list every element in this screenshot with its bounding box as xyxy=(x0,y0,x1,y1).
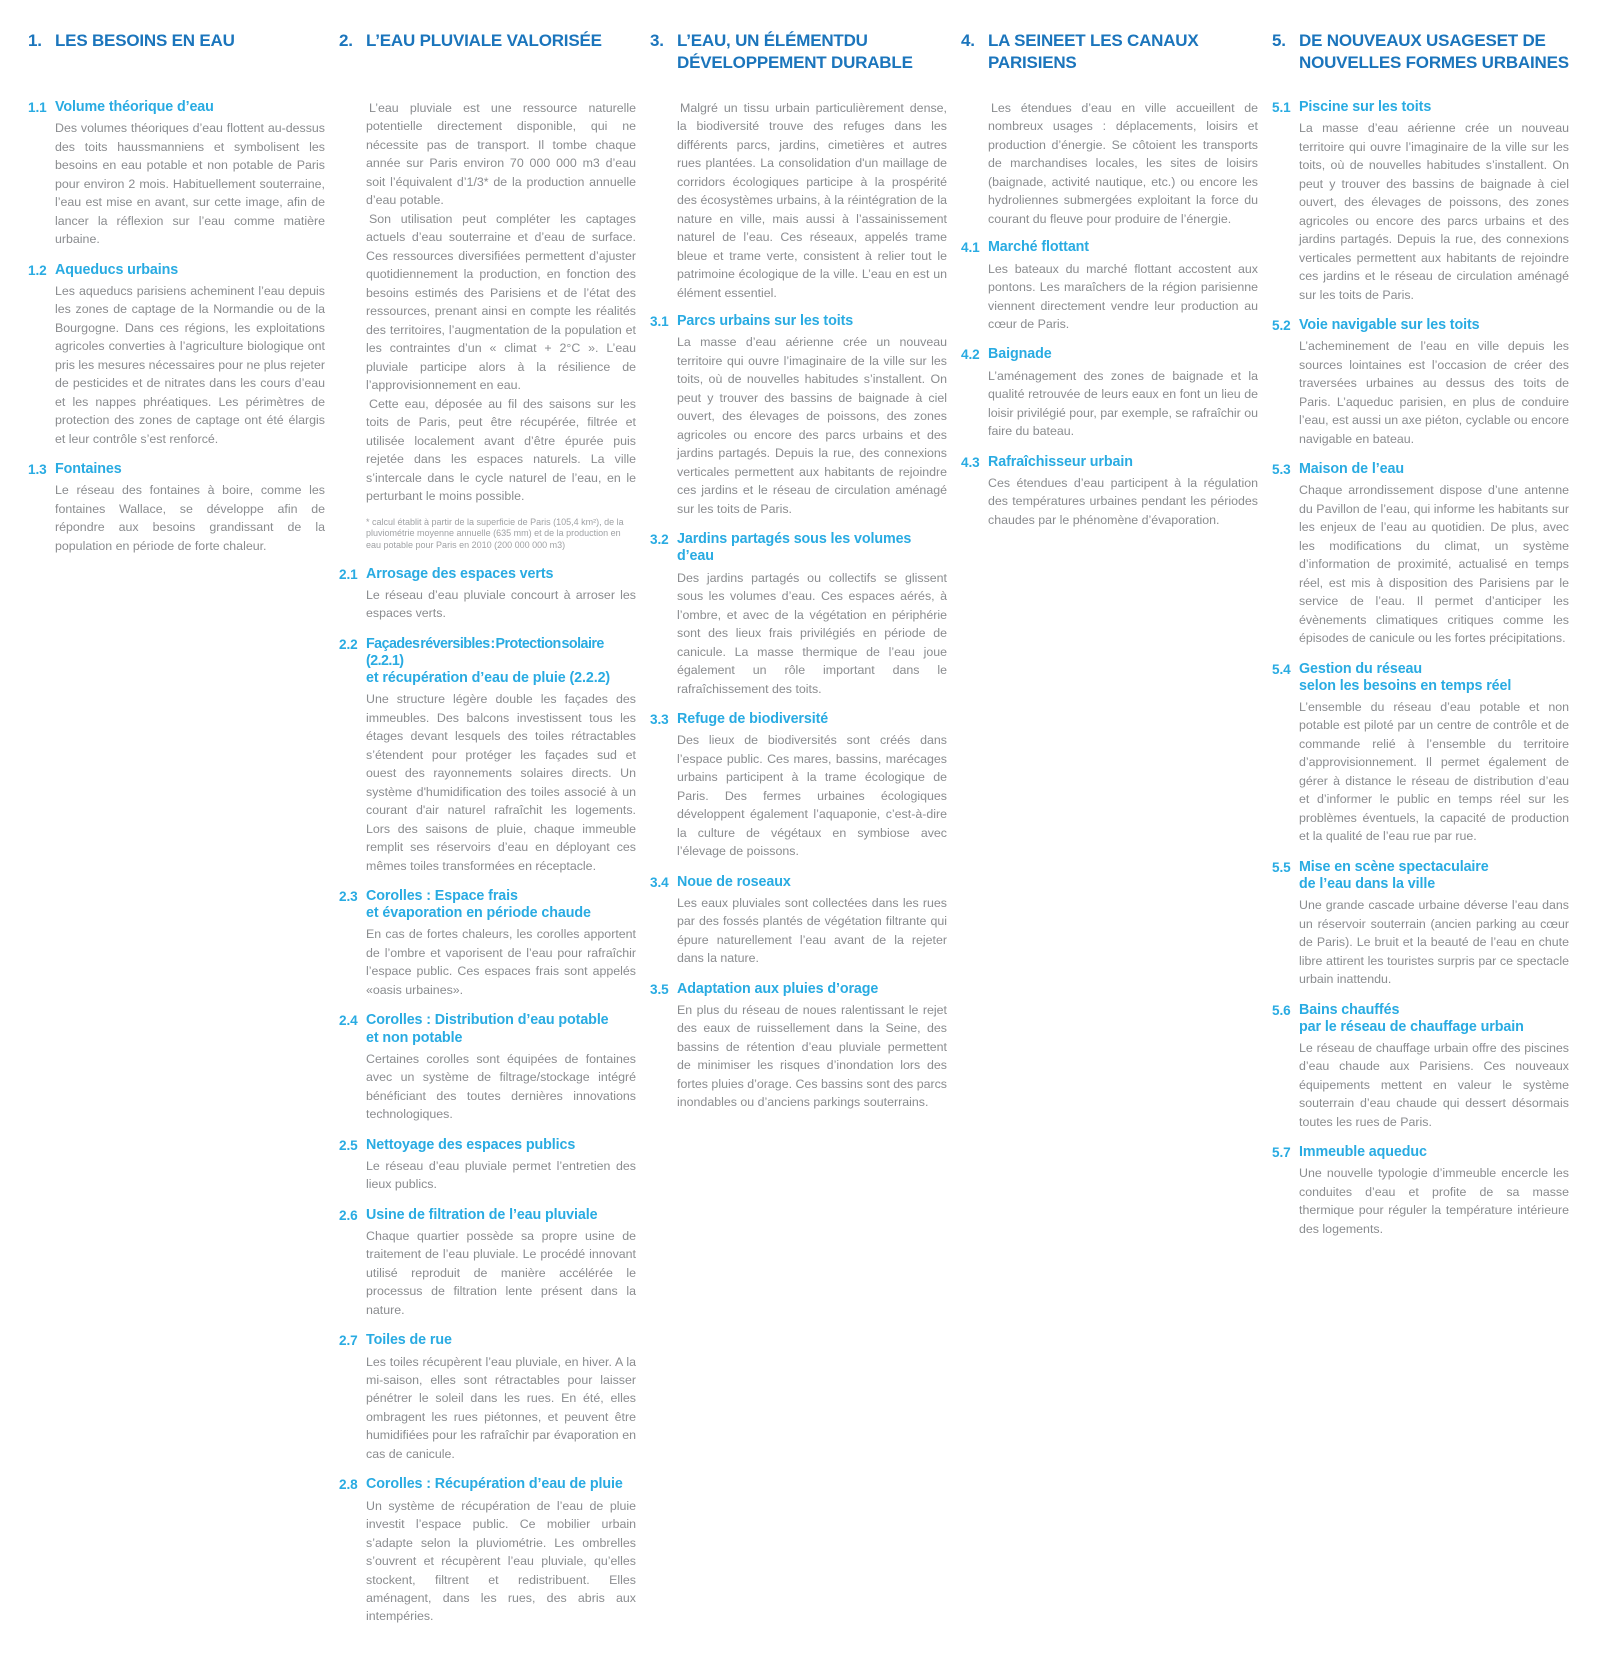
document-section xyxy=(339,888,636,999)
section-heading xyxy=(961,239,1258,256)
section-number: 5.2 xyxy=(1272,318,1291,333)
section-title-line: Corolles : Récupération d’eau de pluie xyxy=(366,1476,623,1493)
body-paragraph: Ces étendues d’eau participent à la régulation des températures urbaines pendant les périodes chaudes par le phénomène d’évaporation. xyxy=(988,475,1258,527)
body-paragraph: En plus du réseau de noues ralentissant le rejet des eaux de ruissellement dans la Seine, des bassins de rétention d’eau pluviale permettent de minimiser les risques d’inondation lors des fortes pluies d’orage. Ces bassins sont des parcs inondables ou d’anciens parkings souterrains. xyxy=(677,1002,947,1110)
intro-paragraph: Cette eau, déposée au fil des saisons sur les toits de Paris, peut être récupérée, filtrée et utilisée localement avant d’être épurée puis rejetée dans les espaces naturels. La ville s’intercale dans le cycle naturel de l’eau, en le perturbant le moins possible. xyxy=(366,396,636,504)
section-body xyxy=(650,1001,947,1112)
section-heading xyxy=(28,262,325,279)
column-heading xyxy=(1272,30,1569,90)
section-body xyxy=(339,1157,636,1194)
section-heading xyxy=(1272,1144,1569,1161)
intro-paragraph: L’eau pluviale est une ressource naturelle potentielle directement disponible, qui ne nécessite pas de transport. Il tombe chaque année sur Paris environ 70 000 000 m3 d’eau soit l’équivalent d’1/3* de la production annuelle d’eau potable. xyxy=(366,101,636,208)
section-body xyxy=(1272,896,1569,988)
section-body xyxy=(1272,698,1569,846)
section-title-line: Aqueducs urbains xyxy=(55,261,179,278)
document-section xyxy=(339,1137,636,1194)
section-title xyxy=(366,1137,636,1154)
section-title xyxy=(1299,859,1569,893)
section-title xyxy=(988,239,1258,256)
section-body xyxy=(339,1353,636,1464)
section-title-line: Voie navigable sur les toits xyxy=(1299,317,1480,333)
column-title-line: LES BESOINS EN EAU xyxy=(55,31,235,50)
section-number: 5.4 xyxy=(1272,661,1291,677)
section-title-line: et récupération d’eau de pluie (2.2.2) xyxy=(366,670,611,687)
section-title xyxy=(366,1332,636,1349)
section-heading xyxy=(650,874,947,891)
section-body xyxy=(28,119,325,248)
section-title-line: Arrosage des espaces verts xyxy=(366,565,554,582)
section-body xyxy=(339,925,636,999)
document-section xyxy=(28,461,325,555)
section-heading xyxy=(961,346,1258,363)
section-number: 2.1 xyxy=(339,566,358,582)
section-heading xyxy=(961,454,1258,471)
intro-paragraph: Les étendues d’eau en ville accueillent de nombreux usages : déplacements, loisirs et production d’énergie. Se côtoient les transports de marchandises locales, les sites de loisirs (baignade, activité nautique, etc.) ou encore les hydroliennes submergées exploitant la force du courant du fleuve pour produire de l’énergie. xyxy=(988,101,1258,226)
section-title xyxy=(55,99,325,116)
section-body xyxy=(650,894,947,968)
body-paragraph: Chaque quartier possède sa propre usine de traitement de l’eau pluviale. Le procédé innovant utilisé reproduit de manière accélérée le processus de filtration lente présent dans la nature. xyxy=(366,1228,636,1317)
column-title xyxy=(988,31,1199,72)
section-number: 2.7 xyxy=(339,1333,358,1349)
document-section xyxy=(650,313,947,518)
section-heading xyxy=(339,1207,636,1224)
column-heading xyxy=(28,30,325,90)
section-title xyxy=(366,888,636,922)
column-sections xyxy=(28,99,325,555)
section-heading xyxy=(650,313,947,330)
body-paragraph: La masse d’eau aérienne crée un nouveau territoire qui ouvre l’imaginaire de la ville sur les toits, où de nouvelles habitudes s’installent. On peut y trouver des bassins de baignade à ciel ouvert, des élevages de poissons, des zones agricoles ou encore des parcs urbains et des jardins partagés. Depuis la rue, des connexions verticales permettent aux habitants de rejoindre ces jardins et le réseau de circulation aménagé sur les toits de Paris. xyxy=(677,335,947,516)
section-body xyxy=(339,1050,636,1124)
document-section xyxy=(1272,317,1569,448)
section-title xyxy=(677,981,947,998)
section-title-line: Corolles : Espace frais xyxy=(366,888,518,905)
section-number: 2.5 xyxy=(339,1137,358,1153)
body-paragraph: Des jardins partagés ou collectifs se glissent sous les volumes d’eau. Ces espaces aérés, à l’ombre, et avec de la végétation en périphérie sont des lieux frais privilégiés en période de canicule. La masse thermique de l’eau joue également un rôle important dans le rafraîchissement des toits. xyxy=(677,570,947,696)
intro-paragraph: Son utilisation peut compléter les captages actuels d’eau souterraine et d’eau de surface. Ces ressources diversifiées permettent d’ajuster quotidiennement la production, en fonction des besoins estimés des Parisiens et de l’état des ressources, prenant ainsi en compte les réalités des territoires, l’augmentation de la population et les contraintes d’un « climat + 2°C ». L’eau pluviale participe alors à la résilience de l’approvisionnement en eau. xyxy=(366,211,636,393)
column-heading xyxy=(339,30,636,90)
section-title-line: et évaporation en période chaude xyxy=(366,905,591,922)
document-column xyxy=(1272,30,1569,1251)
section-number: 1.1 xyxy=(28,100,47,115)
section-title-line: Usine de filtration de l’eau pluviale xyxy=(366,1206,598,1223)
column-sections xyxy=(339,566,636,1626)
column-title xyxy=(55,31,235,50)
document-section xyxy=(339,1332,636,1463)
document-column xyxy=(28,30,325,568)
section-body xyxy=(1272,337,1569,448)
section-body xyxy=(650,731,947,860)
column-intro xyxy=(961,99,1258,228)
document-section xyxy=(1272,661,1569,846)
body-paragraph: Le réseau de chauffage urbain offre des piscines d’eau chaude aux Parisiens. Ces nouveaux équipements mettent en valeur le système souterrain d’eau chaude qui dessert désormais toutes les rues de Paris. xyxy=(1299,1040,1569,1129)
document-section xyxy=(28,99,325,249)
section-body xyxy=(961,474,1258,529)
section-heading xyxy=(1272,99,1569,116)
section-number: 3.2 xyxy=(650,532,669,548)
section-title-line: Marché flottant xyxy=(988,239,1089,256)
document-section xyxy=(1272,1002,1569,1132)
section-title-line: Jardins partagés sous les volumes d’eau xyxy=(677,531,912,565)
section-heading xyxy=(1272,317,1569,334)
document-section xyxy=(28,262,325,449)
column-title-line: LA SEINE xyxy=(988,31,1065,50)
section-title xyxy=(988,454,1258,471)
column-intro xyxy=(339,99,636,506)
column-sections xyxy=(650,313,947,1111)
section-heading xyxy=(339,1137,636,1154)
column-heading xyxy=(650,30,947,90)
section-body xyxy=(650,569,947,698)
section-title xyxy=(1299,317,1569,334)
document-section xyxy=(1272,1144,1569,1238)
document-section xyxy=(650,711,947,861)
section-number: 3.4 xyxy=(650,874,669,890)
section-heading xyxy=(650,981,947,998)
section-title xyxy=(366,1012,636,1046)
section-body xyxy=(339,1497,636,1626)
section-title xyxy=(1299,99,1569,116)
section-number: 4.3 xyxy=(961,454,980,470)
section-number: 5.1 xyxy=(1272,100,1291,115)
column-number: 1. xyxy=(28,31,42,50)
section-body xyxy=(1272,481,1569,647)
section-title-line: Baignade xyxy=(988,346,1052,363)
section-number: 3.3 xyxy=(650,712,669,728)
body-paragraph: Une nouvelle typologie d’immeuble encercle les conduites d’eau et profite de sa masse thermique pour réguler la température intérieure des logements. xyxy=(1299,1166,1569,1236)
body-paragraph: Des lieux de biodiversités sont créés dans l’espace public. Ces mares, bassins, marécages urbains participent à la trame écologique de Paris. Des fermes urbaines écologiques développent également l’aquaponie, c’est-à-dire la culture de végétaux en symbiose avec l’élevage de poissons. xyxy=(677,733,947,859)
section-number: 3.5 xyxy=(650,981,669,997)
column-sections xyxy=(961,239,1258,529)
section-title xyxy=(1299,1002,1569,1036)
section-body xyxy=(1272,1039,1569,1131)
column-title xyxy=(677,31,913,72)
section-title-line: par le réseau de chauffage urbain xyxy=(1299,1018,1524,1035)
section-title-line: Parcs urbains sur les toits xyxy=(677,313,854,330)
column-sections xyxy=(1272,99,1569,1238)
section-heading xyxy=(339,1012,636,1046)
section-body xyxy=(1272,1164,1569,1238)
document-section xyxy=(339,1207,636,1320)
column-number: 3. xyxy=(650,31,664,50)
section-heading xyxy=(650,531,947,565)
section-number: 2.3 xyxy=(339,889,358,905)
body-paragraph: Les eaux pluviales sont collectées dans les rues par des fossés plantés de végétation filtrante qui épure naturellement l’eau avant de la rejeter dans la nature. xyxy=(677,895,947,966)
section-title xyxy=(55,461,325,478)
column-title-line: ET LES CANAUX PARISIENS xyxy=(988,31,1199,73)
section-number: 1.3 xyxy=(28,462,47,478)
section-body xyxy=(339,690,636,875)
body-paragraph: L’acheminement de l’eau en ville depuis les sources lointaines est l’occasion de créer des traversées urbaines au dessus des toits de Paris. L’aqueduc parisien, en plus de conduire l’eau, est aussi un axe piéton, cyclable ou encore navigable en bateau. xyxy=(1299,339,1570,446)
section-body xyxy=(961,367,1258,441)
body-paragraph: En cas de fortes chaleurs, les corolles apportent de l’ombre et vaporisent de l’eau pour rafraîchir l’espace public. Ces espaces frais sont appelés «oasis urbaines». xyxy=(366,927,636,997)
section-heading xyxy=(1272,859,1569,893)
document-section xyxy=(650,874,947,968)
section-title-line: et non potable xyxy=(366,1029,463,1046)
section-number: 2.2 xyxy=(339,636,358,652)
section-heading xyxy=(28,99,325,116)
section-title xyxy=(1299,1144,1569,1161)
section-body xyxy=(650,333,947,518)
section-title-line: selon les besoins en temps réel xyxy=(1299,677,1512,694)
section-title-line: Refuge de biodiversité xyxy=(677,711,829,728)
document-section xyxy=(1272,859,1569,989)
section-title-line: de l’eau dans la ville xyxy=(1299,875,1436,892)
section-title-line: Volume théorique d’eau xyxy=(55,99,214,115)
section-title xyxy=(366,566,636,583)
section-title-line: Bains chauffés xyxy=(1299,1001,1400,1018)
section-title xyxy=(677,711,947,728)
section-title-line: Fontaines xyxy=(55,461,122,478)
body-paragraph: Un système de récupération de l’eau de pluie investit l’espace public. Ce mobilier urbain s’adapte selon la pluviométrie. Les ombrelles s’ouvrent et récupèrent l’eau pluviale, qu’elles stockent, filtrent et redistribuent. Elles aménagent, dans les rues, des abris aux intempéries. xyxy=(366,1498,636,1624)
section-heading xyxy=(339,888,636,922)
section-title xyxy=(55,262,325,279)
section-heading xyxy=(339,1332,636,1349)
body-paragraph: Les toiles récupèrent l’eau pluviale, en hiver. A la mi-saison, elles sont rétractables pour laisser pénétrer le soleil dans les rues. En été, elles ombragent les rues piétonnes, et peuvent être humidifiées pour les rafraîchir par évaporation en cas de canicule. xyxy=(366,1354,636,1461)
section-number: 5.5 xyxy=(1272,859,1291,875)
body-paragraph: Les aqueducs parisiens acheminent l’eau depuis les zones de captage de la Normandie ou de la Bourgogne. Dans ces régions, les exploitations agricoles converties à l’agriculture biologique ont pris les mesures nécessaires pour ne plus rejeter de pesticides et de nitrates dans les cours d’eau et les nappes phréatiques. Les périmètres de protection des zones de captage ont été élargis et leur contrôle s’est renforcé. xyxy=(55,283,325,446)
section-title xyxy=(366,636,636,687)
column-intro xyxy=(650,99,947,302)
section-title-line: Piscine sur les toits xyxy=(1299,99,1432,115)
document-column xyxy=(339,30,636,1639)
section-title-line: Gestion du réseau xyxy=(1299,660,1423,677)
body-paragraph: Le réseau des fontaines à boire, comme les fontaines Wallace, se développe afin de répondre aux besoins grandissant de la population en période de forte chaleur. xyxy=(55,483,325,553)
section-body xyxy=(1272,119,1569,304)
section-heading xyxy=(1272,461,1569,478)
section-title-line: Corolles : Distribution d’eau potable xyxy=(366,1012,609,1029)
column-footnote: * calcul établit à partir de la superficie de Paris (105,4 km²), de la pluviométrie moyenne annuelle (635 mm) et de la production en eau potable pour Paris en 2010 (200 000 000 m3) xyxy=(366,516,624,551)
section-title xyxy=(988,346,1258,363)
document-column xyxy=(961,30,1258,542)
section-title xyxy=(1299,461,1569,478)
section-title xyxy=(366,1476,636,1493)
section-heading xyxy=(1272,1002,1569,1036)
section-body xyxy=(339,586,636,623)
section-title xyxy=(1299,661,1569,695)
section-body xyxy=(28,481,325,555)
section-title xyxy=(677,313,947,330)
body-paragraph: Chaque arrondissement dispose d’une antenne du Pavillon de l’eau, qui informe les habitants sur les enjeux de l’eau au quotidien. De plus, avec les modifications du climat, un système d’information de proximité, actualisé en temps réel, est mis à disposition des Parisiens par le service de l’eau. Il permet d’anticiper les évènements climatiques critiques comme les épisodes de canicule ou les fortes précipitations. xyxy=(1299,483,1569,646)
body-paragraph: Les bateaux du marché flottant accostent aux pontons. Les maraîchers de la région parisienne viennent directement vendre leur production au cœur de Paris. xyxy=(988,261,1258,331)
body-paragraph: La masse d’eau aérienne crée un nouveau territoire qui ouvre l’imaginaire de la ville sur les toits, où de nouvelles habitudes s’installent. On peut y trouver des bassins de baignade à ciel ouvert, des élevages de poissons, des zones agricoles ou encore des parcs urbains et des jardins partagés. Depuis la rue, des connexions verticales permettent aux habitants de rejoindre ces jardins et le réseau de circulation aménagé sur les toits de Paris. xyxy=(1299,121,1569,302)
section-title-line: Immeuble aqueduc xyxy=(1299,1144,1427,1161)
body-paragraph: Certaines corolles sont équipées de fontaines avec un système de filtrage/stockage intégré bénéficiant des toutes dernières innovations technologiques. xyxy=(366,1051,636,1122)
section-number: 4.2 xyxy=(961,347,980,363)
section-title-line: Mise en scène spectaculaire xyxy=(1299,858,1489,875)
section-title xyxy=(366,1207,636,1224)
document-section xyxy=(650,981,947,1112)
document-section xyxy=(961,346,1258,440)
column-number: 2. xyxy=(339,31,353,50)
section-number: 1.2 xyxy=(28,262,47,278)
column-title-line: DE NOUVEAUX USAGES xyxy=(1299,31,1497,50)
intro-paragraph: Malgré un tissu urbain particulièrement dense, la biodiversité trouve des refuges dans les différents parcs, jardins, cimetières et autres rues plantées. La consolidation d'un maillage de corridors écologiques participe à la prospérité des écosystèmes urbains, à la réintégration de la nature en ville, mais aussi à l’assainissement naturel de l’eau. Ces réseaux, appelés trame bleue et trame verte, consistent à relier tout le patrimoine écologique de la ville. L’eau en est un élément essentiel. xyxy=(677,101,947,300)
section-title-line: Nettoyage des espaces publics xyxy=(366,1136,576,1153)
section-number: 2.4 xyxy=(339,1013,358,1029)
column-title xyxy=(366,31,602,50)
section-body xyxy=(961,260,1258,334)
section-title xyxy=(677,874,947,891)
column-title-line: L’EAU, UN ÉLÉMENT xyxy=(677,31,844,50)
document-section xyxy=(1272,99,1569,304)
section-heading xyxy=(1272,661,1569,695)
section-number: 4.1 xyxy=(961,240,980,256)
body-paragraph: L’aménagement des zones de baignade et la qualité retrouvée de leurs eaux en font un lieu de loisir privilégié pour, par exemple, se rafraîchir ou faire du bateau. xyxy=(988,368,1258,439)
section-number: 5.3 xyxy=(1272,462,1291,478)
section-heading xyxy=(650,711,947,728)
document-section xyxy=(339,1012,636,1123)
section-number: 3.1 xyxy=(650,314,669,330)
body-paragraph: L’ensemble du réseau d’eau potable et non potable est piloté par un centre de contrôle et de commande relié à l’ensemble du territoire d’approvisionnement. Il permet également de gérer à distance le réseau de distribution d’eau et d’informer le public en temps réel sur les problèmes éventuels, la capacité de production et la qualité de l’eau rue par rue. xyxy=(1299,699,1569,844)
document-section xyxy=(1272,461,1569,648)
section-number: 2.6 xyxy=(339,1207,358,1223)
section-title-line: Adaptation aux pluies d’orage xyxy=(677,980,879,997)
section-heading xyxy=(339,1476,636,1493)
section-title-line: Rafraîchisseur urbain xyxy=(988,453,1133,470)
section-title-line: Toiles de rue xyxy=(366,1332,452,1349)
body-paragraph: Une structure légère double les façades des immeubles. Des balcons investissent tous les étages devant lesquels des toiles rétractables s’étendent pour protéger les façades sud et ouest des rayonnements solaires directs. Un système d'humidification des toiles associé à un courant d'air naturel rafraîchit les logements. Lors des saisons de pluie, chaque immeuble remplit ses réservoirs d’eau en déployant ces mêmes toiles transformées en réceptacle. xyxy=(366,692,636,873)
column-title-line: DU DÉVELOPPEMENT DURABLE xyxy=(677,31,913,73)
document-section xyxy=(961,239,1258,333)
column-title xyxy=(1299,31,1569,72)
document-section xyxy=(339,1476,636,1626)
section-title-line: Noue de roseaux xyxy=(677,873,791,890)
section-heading xyxy=(339,636,636,687)
section-number: 2.8 xyxy=(339,1477,358,1493)
body-paragraph: Le réseau d’eau pluviale permet l’entretien des lieux publics. xyxy=(366,1158,636,1192)
document-section xyxy=(961,454,1258,530)
section-title xyxy=(677,531,947,565)
body-paragraph: Des volumes théoriques d’eau flottent au-dessus des toits haussmanniens et symbolisent les besoins en eau potable et non potable de Paris pour environ 2 mois. Habituellement souterraine, l’eau est mise en avant, sur cette image, afin de lancer la réflexion sur l’eau comme matière urbaine. xyxy=(55,121,325,247)
document-section xyxy=(650,531,947,698)
section-number: 5.7 xyxy=(1272,1145,1291,1161)
section-body xyxy=(28,282,325,448)
column-title-line: L’EAU PLUVIALE VALORISÉE xyxy=(366,31,602,50)
section-title-line: Façades réversibles : Protection solaire (2.2.1) xyxy=(366,635,604,669)
section-number: 5.6 xyxy=(1272,1002,1291,1018)
section-title-line: Maison de l’eau xyxy=(1299,461,1404,478)
column-heading xyxy=(961,30,1258,90)
document-section xyxy=(339,636,636,875)
section-heading xyxy=(339,566,636,583)
column-title-line: ET DE NOUVELLES FORMES URBAINES xyxy=(1299,31,1569,73)
document-section xyxy=(339,566,636,623)
section-body xyxy=(339,1227,636,1319)
column-number: 4. xyxy=(961,31,975,50)
section-heading xyxy=(28,461,325,478)
document-column xyxy=(650,30,947,1125)
body-paragraph: Le réseau d’eau pluviale concourt à arroser les espaces verts. xyxy=(366,587,636,621)
body-paragraph: Une grande cascade urbaine déverse l’eau dans un réservoir souterrain (ancien parking au cœur de Paris). Le bruit et la beauté de l’eau en chute libre attirent les touristes surpris par ce spectacle urbain inattendu. xyxy=(1299,898,1569,987)
column-number: 5. xyxy=(1272,31,1286,50)
